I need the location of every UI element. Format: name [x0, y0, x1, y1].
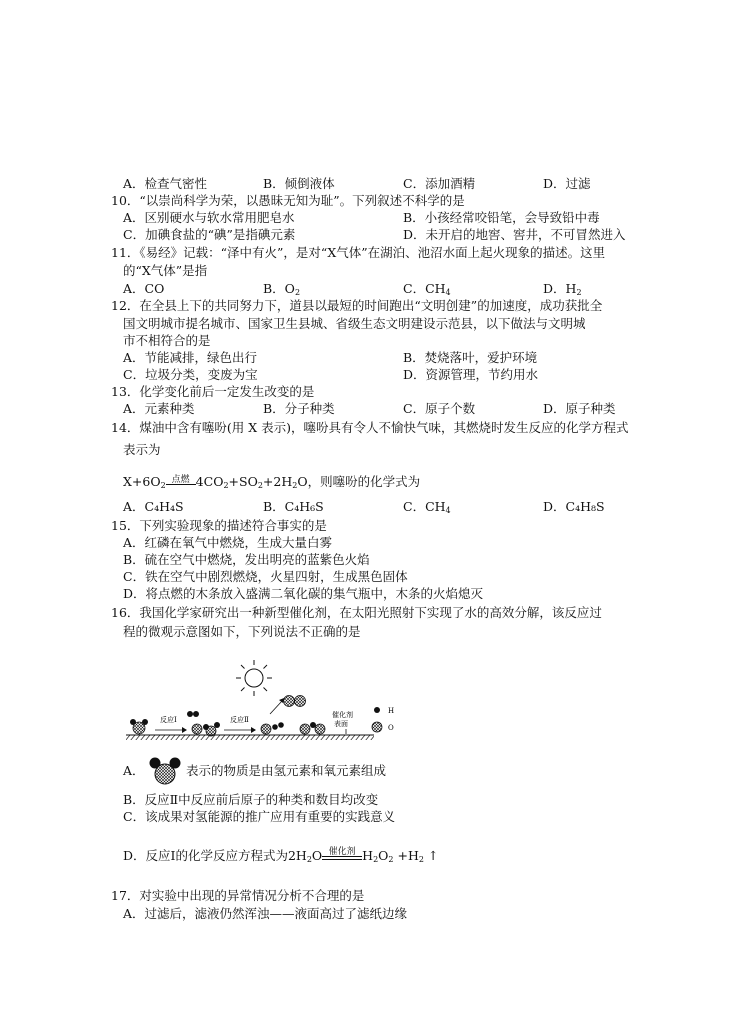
q17-option-a: A．过滤后，滤液仍然浑浊——液面高过了滤纸边缘	[123, 906, 408, 921]
q16-option-c: C．该成果对氢能源的推广应用有重要的实践意义	[123, 809, 396, 824]
q13-option-b: B．分子种类	[263, 401, 335, 416]
q17-stem: 17．对实验中出现的异常情况分析不合理的是	[111, 888, 365, 903]
q14-option-d: D．C₄H₈S	[543, 499, 605, 514]
q16-option-b: B．反应Ⅱ中反应前后原子的种类和数目均改变	[123, 792, 379, 807]
q14-option-b: B．C₄H₆S	[263, 499, 324, 514]
q15-option-d: D．将点燃的木条放入盛满二氧化碳的集气瓶中，木条的火焰熄灭	[123, 586, 484, 601]
q11-stem-line1: 11．《易经》记载：“泽中有火”，是对“X气体”在湖泊、池沼水面上起火现象的描述。这里	[111, 245, 606, 260]
legend-o-label: O	[388, 724, 394, 732]
q11-option-c: C．$CH_4$	[403, 281, 451, 297]
q13-option-a: A．元素种类	[123, 401, 195, 416]
legend-h-label: H	[388, 707, 395, 715]
water-splitting-diagram	[120, 645, 420, 745]
q9-option-a: A．检查气密性	[123, 176, 208, 191]
q13-option-c: C．原子个数	[403, 401, 476, 416]
reaction-2-label: 反应Ⅱ	[230, 716, 249, 724]
q16-stem-line2: 程的微观示意图如下，下列说法不正确的是	[123, 624, 361, 639]
q16-option-a-text: 表示的物质是由氢元素和氧元素组成	[186, 763, 387, 778]
q14-option-c: C．$CH_4$	[403, 499, 451, 515]
q10-option-d: D．未开启的地窖、窖井，不可冒然进入	[403, 227, 626, 242]
q10-option-a: A．区别硬水与软水常用肥皂水	[123, 210, 295, 225]
q15-option-c: C．铁在空气中剧烈燃烧，火星四射，生成黑色固体	[123, 569, 408, 584]
q12-option-a: A．节能减排，绿色出行	[123, 350, 258, 365]
q14-option-a: A．C₄H₄S	[123, 499, 184, 514]
q13-option-d: D．原子种类	[543, 401, 616, 416]
q11-option-d: D．$H_2$	[543, 281, 582, 297]
q12-option-d: D．资源管理，节约用水	[403, 367, 539, 382]
q13-stem: 13．化学变化前后一定发生改变的是	[111, 384, 315, 399]
q15-option-a: A．红磷在氧气中燃烧，生成大量白雾	[123, 535, 333, 550]
q12-stem-line1: 12．在全县上下的共同努力下，道县以最短的时间跑出“文明创建”的加速度，成功获批全	[111, 298, 603, 313]
q14-equation: $X+6O_2$ 点燃 $4CO_2+SO_2+2H_2O$，则噻吩的化学式为	[123, 474, 421, 490]
q12-option-b: B．焚烧落叶，爱护环境	[403, 350, 538, 365]
sun-icon	[236, 660, 272, 696]
q11-stem-line2: 的“X气体”是指	[123, 263, 208, 278]
reaction-1-label: 反应Ⅰ	[160, 716, 177, 724]
q15-option-b: B．硫在空气中燃烧，发出明亮的蓝紫色火焰	[123, 552, 370, 567]
q14-stem-line1: 14．煤油中含有噻吩(用 X 表示)，噻吩具有令人不愉快气味，其燃烧时发生反应的化学方程式	[111, 420, 629, 435]
water-molecule	[130, 719, 148, 734]
water-molecule-icon	[148, 756, 182, 786]
q10-stem: 10．“以崇尚科学为荣，以愚昧无知为耻”。下列叙述不科学的是	[111, 193, 465, 208]
q10-option-b: B．小孩经常咬铅笔，会导致铅中毒	[403, 210, 600, 225]
q15-stem: 15．下列实验现象的描述符合事实的是	[111, 518, 327, 533]
q11-option-a: A．CO	[123, 281, 165, 296]
catalyst-surface-label-2: 表面	[334, 720, 348, 728]
catalyst-surface-label: 催化剂	[332, 711, 353, 719]
q16-option-a-label: A．	[123, 763, 145, 778]
q14-stem-line2: 表示为	[123, 442, 161, 457]
q16-option-d: D．反应Ⅰ的化学反应方程式为$2H_2O$ 催化剂 $H_2O_2 +H_2$ ↑	[123, 847, 439, 864]
q9-option-b: B．倾倒液体	[263, 176, 335, 191]
q10-option-c: C．加碘食盐的“碘”是指碘元素	[123, 227, 296, 242]
q12-stem-line2: 国文明城市提名城市、国家卫生县城、省级生态文明建设示范县，以下做法与文明城	[123, 316, 586, 331]
q16-stem-line1: 16．我国化学家研究出一种新型催化剂，在太阳光照射下实现了水的高效分解，该反应过	[111, 605, 602, 620]
q12-stem-line3: 市不相符合的是	[123, 333, 211, 348]
q11-option-b: B．$O_2$	[263, 281, 301, 297]
q9-option-d: D．过滤	[543, 176, 591, 191]
q12-option-c: C．垃圾分类，变废为宝	[123, 367, 258, 382]
q9-option-c: C．添加酒精	[403, 176, 476, 191]
